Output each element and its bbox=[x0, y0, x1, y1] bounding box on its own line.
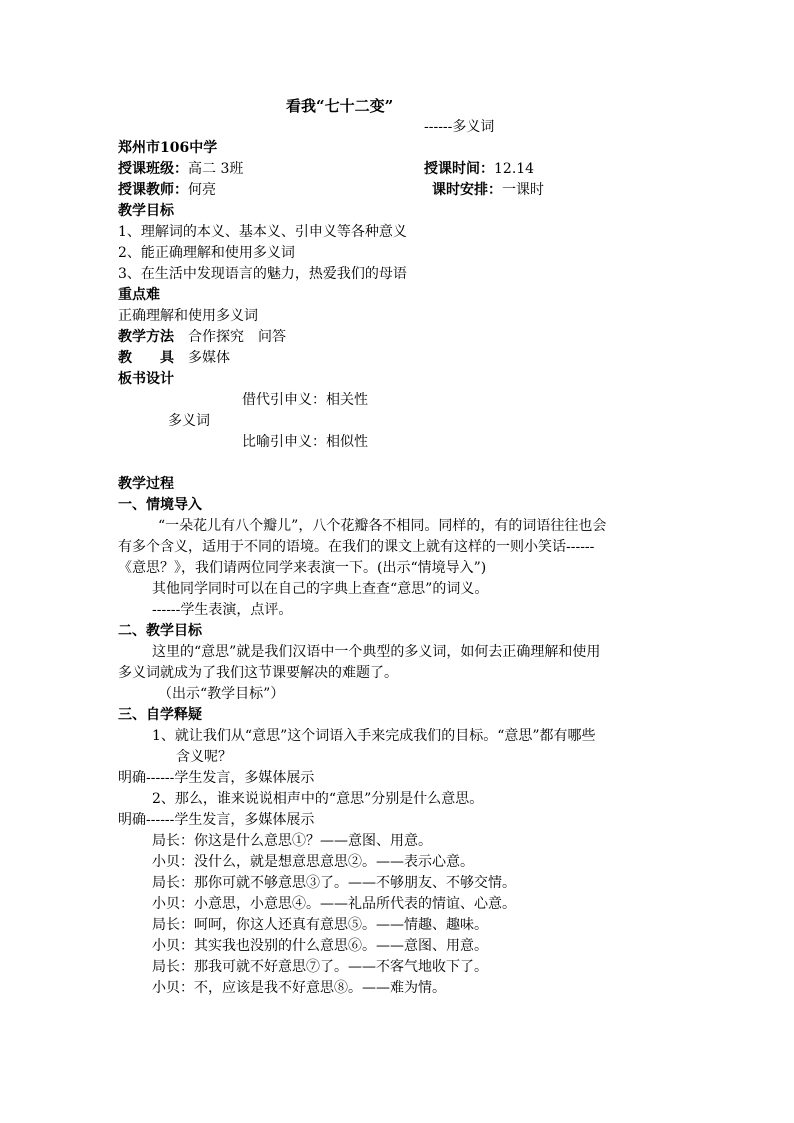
paragraph-line: 明确------学生发言，多媒体展示 bbox=[118, 770, 315, 786]
section-heading: 一、情境导入 bbox=[118, 497, 202, 513]
method-row bbox=[118, 327, 286, 347]
section-heading: 三、自学释疑 bbox=[118, 707, 202, 723]
board-center: 多义词 bbox=[168, 413, 210, 429]
goal-item: 3、在生活中发现语言的魅力，热爱我们的母语 bbox=[118, 266, 407, 282]
dialogue-line: 局长：那我可就不好意思⑦了。——不客气地收下了。 bbox=[152, 959, 488, 975]
board-top: 借代引申义：相关性 bbox=[242, 392, 368, 408]
paragraph-line: 《意思？》，我们请两位同学来表演一下。(出示“情境导入”) bbox=[118, 560, 487, 576]
paragraph-line: 多义词就成为了我们这节课要解决的难题了。 bbox=[118, 665, 398, 681]
section-heading: 二、教学目标 bbox=[118, 623, 202, 639]
teacher-label: 授课教师： bbox=[118, 182, 188, 198]
key-text: 正确理解和使用多义词 bbox=[118, 308, 258, 324]
dialogue-line: 局长：你这是什么意思①？——意图、用意。 bbox=[152, 833, 432, 849]
board-heading: 板书设计 bbox=[118, 371, 174, 387]
method-label: 教学方法 bbox=[118, 329, 174, 345]
class-label: 授课班级： bbox=[118, 161, 188, 177]
tools-label: 教 具 bbox=[118, 350, 174, 366]
time-label: 授课时间： bbox=[424, 161, 494, 177]
paragraph-line: 1、就让我们从“意思”这个词语入手来完成我们的目标。“意思”都有哪些 bbox=[152, 728, 596, 744]
time-value: 12.14 bbox=[494, 161, 535, 177]
doc-title: 看我“七十二变” bbox=[286, 97, 394, 115]
paragraph-line: 2、那么，谁来说说相声中的“意思”分别是什么意思。 bbox=[152, 791, 484, 807]
dialogue-line: 小贝：其实我也没别的什么意思⑥。——意图、用意。 bbox=[152, 938, 488, 954]
process-heading: 教学过程 bbox=[118, 476, 174, 492]
paragraph-line: 明确------学生发言，多媒体展示 bbox=[118, 812, 315, 828]
dialogue-line: 小贝：小意思，小意思④。——礼品所代表的情谊、心意。 bbox=[152, 896, 516, 912]
dialogue-line: 小贝：不，应该是我不好意思⑧。——难为情。 bbox=[152, 980, 446, 996]
board-bottom: 比喻引申义：相似性 bbox=[242, 434, 368, 450]
paragraph-line: 含义呢？ bbox=[176, 749, 232, 765]
teacher-row bbox=[118, 180, 216, 200]
period-label: 课时安排： bbox=[432, 182, 502, 198]
tools-value: 多媒体 bbox=[188, 350, 230, 366]
period-row bbox=[432, 180, 544, 200]
class-value: 高二 3班 bbox=[188, 161, 244, 177]
dialogue-line: 局长：那你可就不够意思③了。——不够朋友、不够交情。 bbox=[152, 875, 516, 891]
class-row bbox=[118, 159, 243, 179]
doc-subtitle: ------多义词 bbox=[424, 119, 495, 135]
dialogue-line: 局长：呵呵，你这人还真有意思⑤。——情趣、趣味。 bbox=[152, 917, 488, 933]
paragraph-line: 这里的“意思”就是我们汉语中一个典型的多义词，如何去正确理解和使用 bbox=[152, 644, 601, 660]
paragraph-line: 有多个含义，适用于不同的语境。在我们的课文上就有这样的一则小笑话------ bbox=[118, 539, 595, 555]
school-name: 郑州市106中学 bbox=[118, 140, 218, 156]
tools-row bbox=[118, 348, 230, 368]
goals-heading: 教学目标 bbox=[118, 203, 174, 219]
paragraph-line: 其他同学同时可以在自己的字典上查查“意思”的词义。 bbox=[152, 581, 489, 597]
teacher-value: 何亮 bbox=[188, 182, 216, 198]
key-heading: 重点难 bbox=[118, 287, 160, 303]
goal-item: 1、理解词的本义、基本义、引申义等各种意义 bbox=[118, 224, 407, 240]
paragraph-line: （出示“教学目标”） bbox=[158, 686, 285, 702]
dialogue-line: 小贝：没什么，就是想意思意思②。——表示心意。 bbox=[152, 854, 474, 870]
goal-item: 2、能正确理解和使用多义词 bbox=[118, 245, 295, 261]
paragraph-line: ------学生表演，点评。 bbox=[152, 602, 293, 618]
method-value: 合作探究 问答 bbox=[188, 329, 286, 345]
paragraph-line: “一朵花儿有八个瓣儿”，八个花瓣各不相同。同样的，有的词语往往也会 bbox=[158, 518, 607, 534]
time-row bbox=[424, 159, 534, 179]
period-value: 一课时 bbox=[502, 182, 544, 198]
